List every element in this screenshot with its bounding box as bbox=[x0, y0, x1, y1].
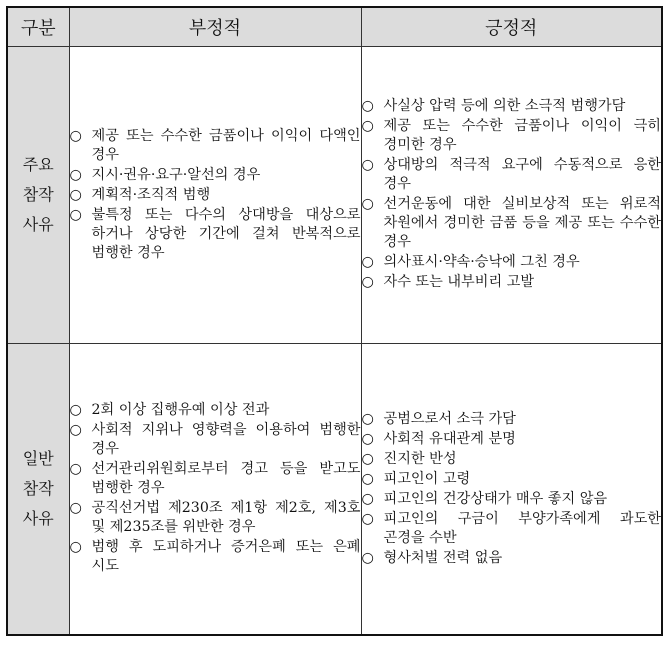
item-text: 공범으로서 소극 가담 bbox=[383, 410, 516, 427]
sentencing-factors-table bbox=[6, 6, 663, 636]
header-row bbox=[7, 7, 662, 47]
header-category: 구분 bbox=[7, 7, 69, 47]
circle-bullet-icon: ○ bbox=[361, 430, 374, 447]
list-item bbox=[362, 470, 662, 489]
list-item bbox=[70, 460, 361, 498]
list-item bbox=[362, 549, 662, 568]
circle-bullet-icon: ○ bbox=[361, 274, 374, 290]
circle-bullet-icon: ○ bbox=[361, 490, 374, 507]
circle-bullet-icon: ○ bbox=[361, 254, 374, 270]
row-major-factors bbox=[7, 47, 662, 344]
list-item bbox=[70, 186, 361, 205]
list-item bbox=[362, 430, 662, 449]
circle-bullet-icon: ○ bbox=[69, 402, 82, 418]
item-text: 사회적 유대관계 분명 bbox=[383, 430, 516, 447]
list-item bbox=[362, 410, 662, 429]
circle-bullet-icon: ○ bbox=[361, 196, 374, 212]
category-line: 참작 bbox=[22, 185, 54, 204]
category-line: 참작 bbox=[22, 479, 54, 498]
list-item bbox=[70, 127, 361, 165]
item-text: 선거관리위원회로부터 경고 등을 받고도 범행한 경우 bbox=[91, 461, 361, 496]
item-text: 2회 이상 집행유예 이상 전과 bbox=[91, 402, 270, 418]
list-item bbox=[70, 166, 361, 185]
header-negative: 부정적 bbox=[69, 7, 361, 47]
list-item bbox=[362, 253, 662, 272]
item-text: 불특정 또는 다수의 상대방을 대상으로 하거나 상당한 기간에 걸쳐 반복적으로 범행한 경우 bbox=[91, 206, 361, 261]
item-text: 제공 또는 수수한 금품이나 이익이 극히 경미한 경우 bbox=[383, 118, 661, 153]
circle-bullet-icon: ○ bbox=[361, 157, 374, 173]
list-item bbox=[70, 421, 361, 459]
item-text: 피고인의 건강상태가 매우 좋지 않음 bbox=[383, 490, 608, 507]
list-item bbox=[362, 450, 662, 469]
item-text: 상대방의 적극적 요구에 수동적으로 응한 경우 bbox=[383, 157, 661, 192]
item-text: 형사처벌 전력 없음 bbox=[383, 549, 503, 566]
header-positive: 긍정적 bbox=[361, 7, 662, 47]
circle-bullet-icon: ○ bbox=[69, 166, 82, 183]
row-general-factors bbox=[7, 344, 662, 636]
list-item bbox=[362, 510, 662, 548]
list-item bbox=[70, 206, 361, 263]
item-text: 선거운동에 대한 실비보상적 또는 위로적 차원에서 경미한 금품 등을 제공 또는 수수한 경우 bbox=[383, 196, 661, 250]
category-line: 일반 bbox=[22, 449, 54, 468]
list-item bbox=[362, 156, 662, 194]
item-text: 피고인이 고령 bbox=[383, 470, 471, 487]
category-line: 주요 bbox=[22, 155, 54, 174]
general-negative-cell bbox=[69, 344, 361, 636]
circle-bullet-icon: ○ bbox=[69, 461, 82, 477]
circle-bullet-icon: ○ bbox=[361, 510, 374, 527]
item-text: 범행 후 도피하거나 증거은폐 또는 은폐 시도 bbox=[91, 539, 361, 574]
list-item bbox=[362, 195, 662, 252]
list-item bbox=[362, 117, 662, 155]
circle-bullet-icon: ○ bbox=[69, 206, 82, 223]
category-line: 사유 bbox=[22, 215, 54, 234]
list-item bbox=[362, 490, 662, 509]
item-text: 지시·권유·요구·알선의 경우 bbox=[91, 166, 261, 183]
item-text: 의사표시·약속·승낙에 그친 경우 bbox=[383, 254, 580, 270]
item-text: 사회적 지위나 영향력을 이용하여 범행한 경우 bbox=[91, 422, 361, 457]
circle-bullet-icon: ○ bbox=[361, 98, 374, 114]
circle-bullet-icon: ○ bbox=[361, 450, 374, 467]
list-item bbox=[70, 401, 361, 420]
item-text: 피고인의 구금이 부양가족에게 과도한 곤경을 수반 bbox=[383, 510, 661, 546]
general-positive-cell bbox=[361, 344, 662, 636]
item-text: 사실상 압력 등에 의한 소극적 범행가담 bbox=[383, 98, 626, 114]
item-text: 진지한 반성 bbox=[383, 450, 457, 467]
circle-bullet-icon: ○ bbox=[69, 186, 82, 203]
list-item bbox=[70, 499, 361, 537]
major-positive-cell bbox=[361, 47, 662, 344]
major-negative-cell bbox=[69, 47, 361, 344]
item-text: 제공 또는 수수한 금품이나 이익이 다액인 경우 bbox=[91, 127, 361, 163]
list-item bbox=[362, 97, 662, 116]
category-line: 사유 bbox=[22, 509, 54, 528]
circle-bullet-icon: ○ bbox=[361, 549, 374, 566]
circle-bullet-icon: ○ bbox=[361, 470, 374, 487]
circle-bullet-icon: ○ bbox=[69, 127, 82, 144]
circle-bullet-icon: ○ bbox=[361, 118, 374, 134]
circle-bullet-icon: ○ bbox=[69, 500, 82, 516]
list-item bbox=[362, 273, 662, 292]
circle-bullet-icon: ○ bbox=[69, 422, 82, 438]
item-text: 자수 또는 내부비리 고발 bbox=[383, 274, 535, 290]
item-text: 계획적·조직적 범행 bbox=[91, 186, 211, 203]
category-general-factors bbox=[7, 344, 69, 636]
circle-bullet-icon: ○ bbox=[69, 539, 82, 555]
item-text: 공직선거법 제230조 제1항 제2호, 제3호 및 제235조를 위반한 경우 bbox=[91, 500, 361, 535]
list-item bbox=[70, 538, 361, 576]
circle-bullet-icon: ○ bbox=[361, 410, 374, 427]
category-major-factors bbox=[7, 47, 69, 344]
